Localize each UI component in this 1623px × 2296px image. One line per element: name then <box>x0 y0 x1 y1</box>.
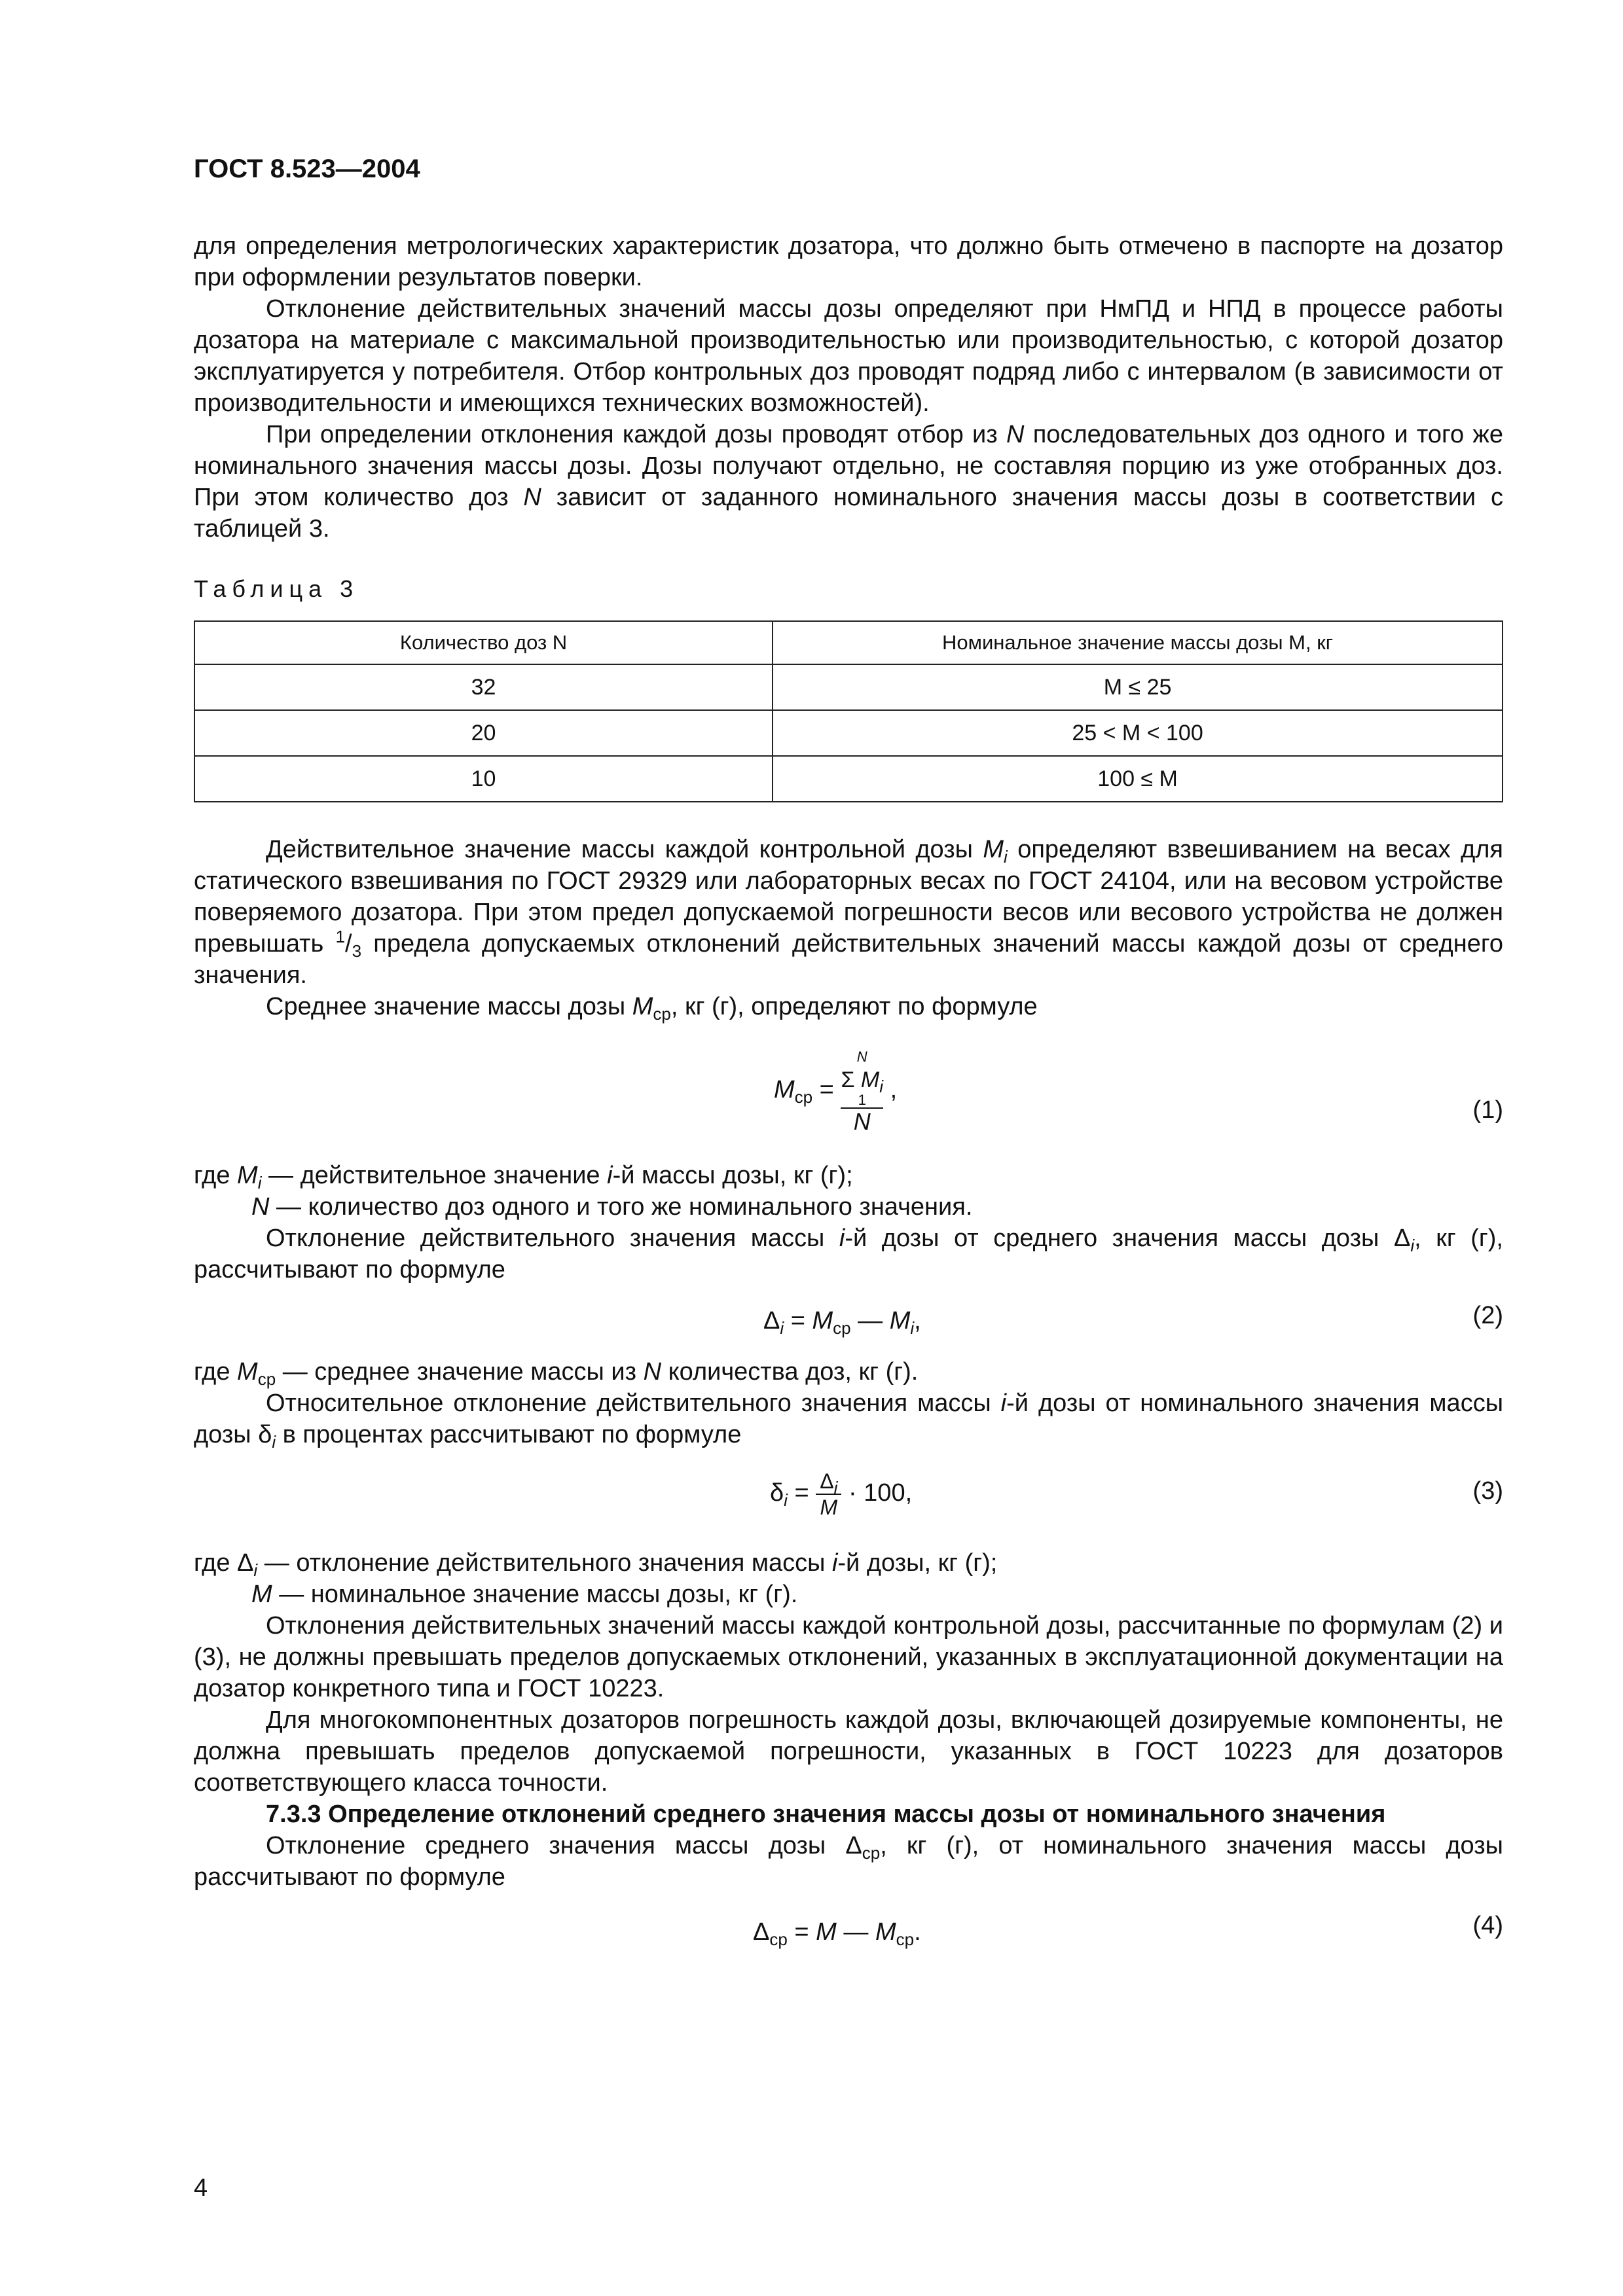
formula-4: $\Delta_{ср} = M$ — $M_{ср}$. (4) <box>194 1893 1503 1965</box>
paragraph: Относительное отклонение действительного значения массы i-й дозы от номинального значения массы дозы $\delta_i$ в процентах рассчитывают по формуле <box>194 1390 1504 1452</box>
document-page <box>194 151 1503 1965</box>
paragraph: Отклонение среднего значения массы дозы $\Delta_{ср}$, кг (г), от номинального значения массы дозы рассчитывают по формуле <box>194 1832 1503 1891</box>
section-heading: 7.3.3 Определение отклонений среднего значения массы дозы от номинального значения <box>266 1801 1386 1828</box>
where-line: M — номинальное значение массы дозы, кг (г). <box>251 1581 798 1608</box>
paragraph: Отклонение действительного значения массы i-й дозы от среднего значения массы дозы $\Delta_i$, кг (г), рассчитывают по формуле <box>194 1225 1503 1283</box>
where-line: где $M_{ср}$ — среднее значение массы из N количества доз, кг (г). <box>194 1358 919 1389</box>
table-row: 20 25 < M < 100 <box>194 710 1503 756</box>
sum-fraction: N Σ $M_i$ 1 N <box>841 1049 884 1135</box>
table-header-mass: Номинальное значение массы дозы M, кг <box>773 621 1503 664</box>
where-line: N — количество доз одного и того же номинального значения. <box>251 1193 973 1221</box>
where-line: где $\Delta_i$ — отклонение действительного значения массы i-й дозы, кг (г); <box>194 1549 998 1580</box>
formula-1: $M_{ср}$ = N Σ $M_i$ 1 N , (1) <box>774 1049 1503 1135</box>
table-row: 10 100 ≤ M <box>194 756 1503 802</box>
paragraph: для определения метрологических характеристик дозатора, что должно быть отмечено в паспорте на дозатор при оформлении результатов поверки. <box>194 232 1503 291</box>
formula-2: $\Delta_i = M_{ср}$ — $M_i$, (2) <box>194 1285 1503 1356</box>
page-number: 4 <box>194 2174 208 2202</box>
document-header: ГОСТ 8.523—2004 <box>194 154 420 183</box>
formula-number: (4) <box>1472 1912 1503 1939</box>
formula-number: (1) <box>1472 1096 1503 1124</box>
paragraph: Для многокомпонентных дозаторов погрешность каждой дозы, включающей дозируемые компоненты, не должна превышать пределов допускаемой погрешности, указанных в ГОСТ 10223 для дозаторов соответствующего класса точности. <box>194 1706 1503 1797</box>
fraction: $\frac{\Delta_i}{M}$ <box>816 1469 841 1520</box>
table-header-count: Количество доз N <box>194 621 773 664</box>
paragraph: Действительное значение массы каждой контрольной дозы $M_i$ определяют взвешиванием на весах для статического взвешивания по ГОСТ 29329 или лабораторных весах по ГОСТ 24104, или на весовом устройстве поверяемого дозатора. При этом предел допускаемой погрешности весов или весового устройства не должен превышать $^1/_3$ предела допускаемых отклонений действительных значений массы каждой дозы от среднего значения. <box>194 836 1503 989</box>
formula-3: $\delta_i$ = $\frac{\Delta_i}{M}$ · 100, (3) <box>770 1469 1503 1519</box>
table-3 <box>194 620 1503 802</box>
table-row: 32 M ≤ 25 <box>194 664 1503 710</box>
paragraph: Отклонение действительных значений массы дозы определяют при НмПД и НПД в процессе работы дозатора на материале с максимальной производительностью или производительностью, с которой дозатор эксплуатируется у потребителя. Отбор контрольных доз проводят подряд либо с интервалом (в зависимости от производительности и имеющихся технических возможностей). <box>194 295 1503 417</box>
paragraph: При определении отклонения каждой дозы проводят отбор из N последовательных доз одного и того же номинального значения массы дозы. Дозы получают отдельно, не составляя порцию из уже отобранных доз. При этом количество доз N зависит от заданного номинального значения массы дозы в соответствии с таблицей 3. <box>194 421 1503 543</box>
paragraph: Отклонения действительных значений массы каждой контрольной дозы, рассчитанные по формулам (2) и (3), не должны превышать пределов допускаемых отклонений, указанных в эксплуатационной документации на дозатор конкретного типа и ГОСТ 10223. <box>194 1612 1503 1702</box>
where-line: где $M_i$ — действительное значение i-й массы дозы, кг (г); <box>194 1162 853 1193</box>
paragraph: Среднее значение массы дозы $M_{ср}$, кг (г), определяют по формуле <box>266 993 1038 1024</box>
table-caption: Таблица 3 <box>194 575 359 602</box>
formula-number: (3) <box>1472 1477 1503 1505</box>
formula-number: (2) <box>1472 1302 1503 1329</box>
